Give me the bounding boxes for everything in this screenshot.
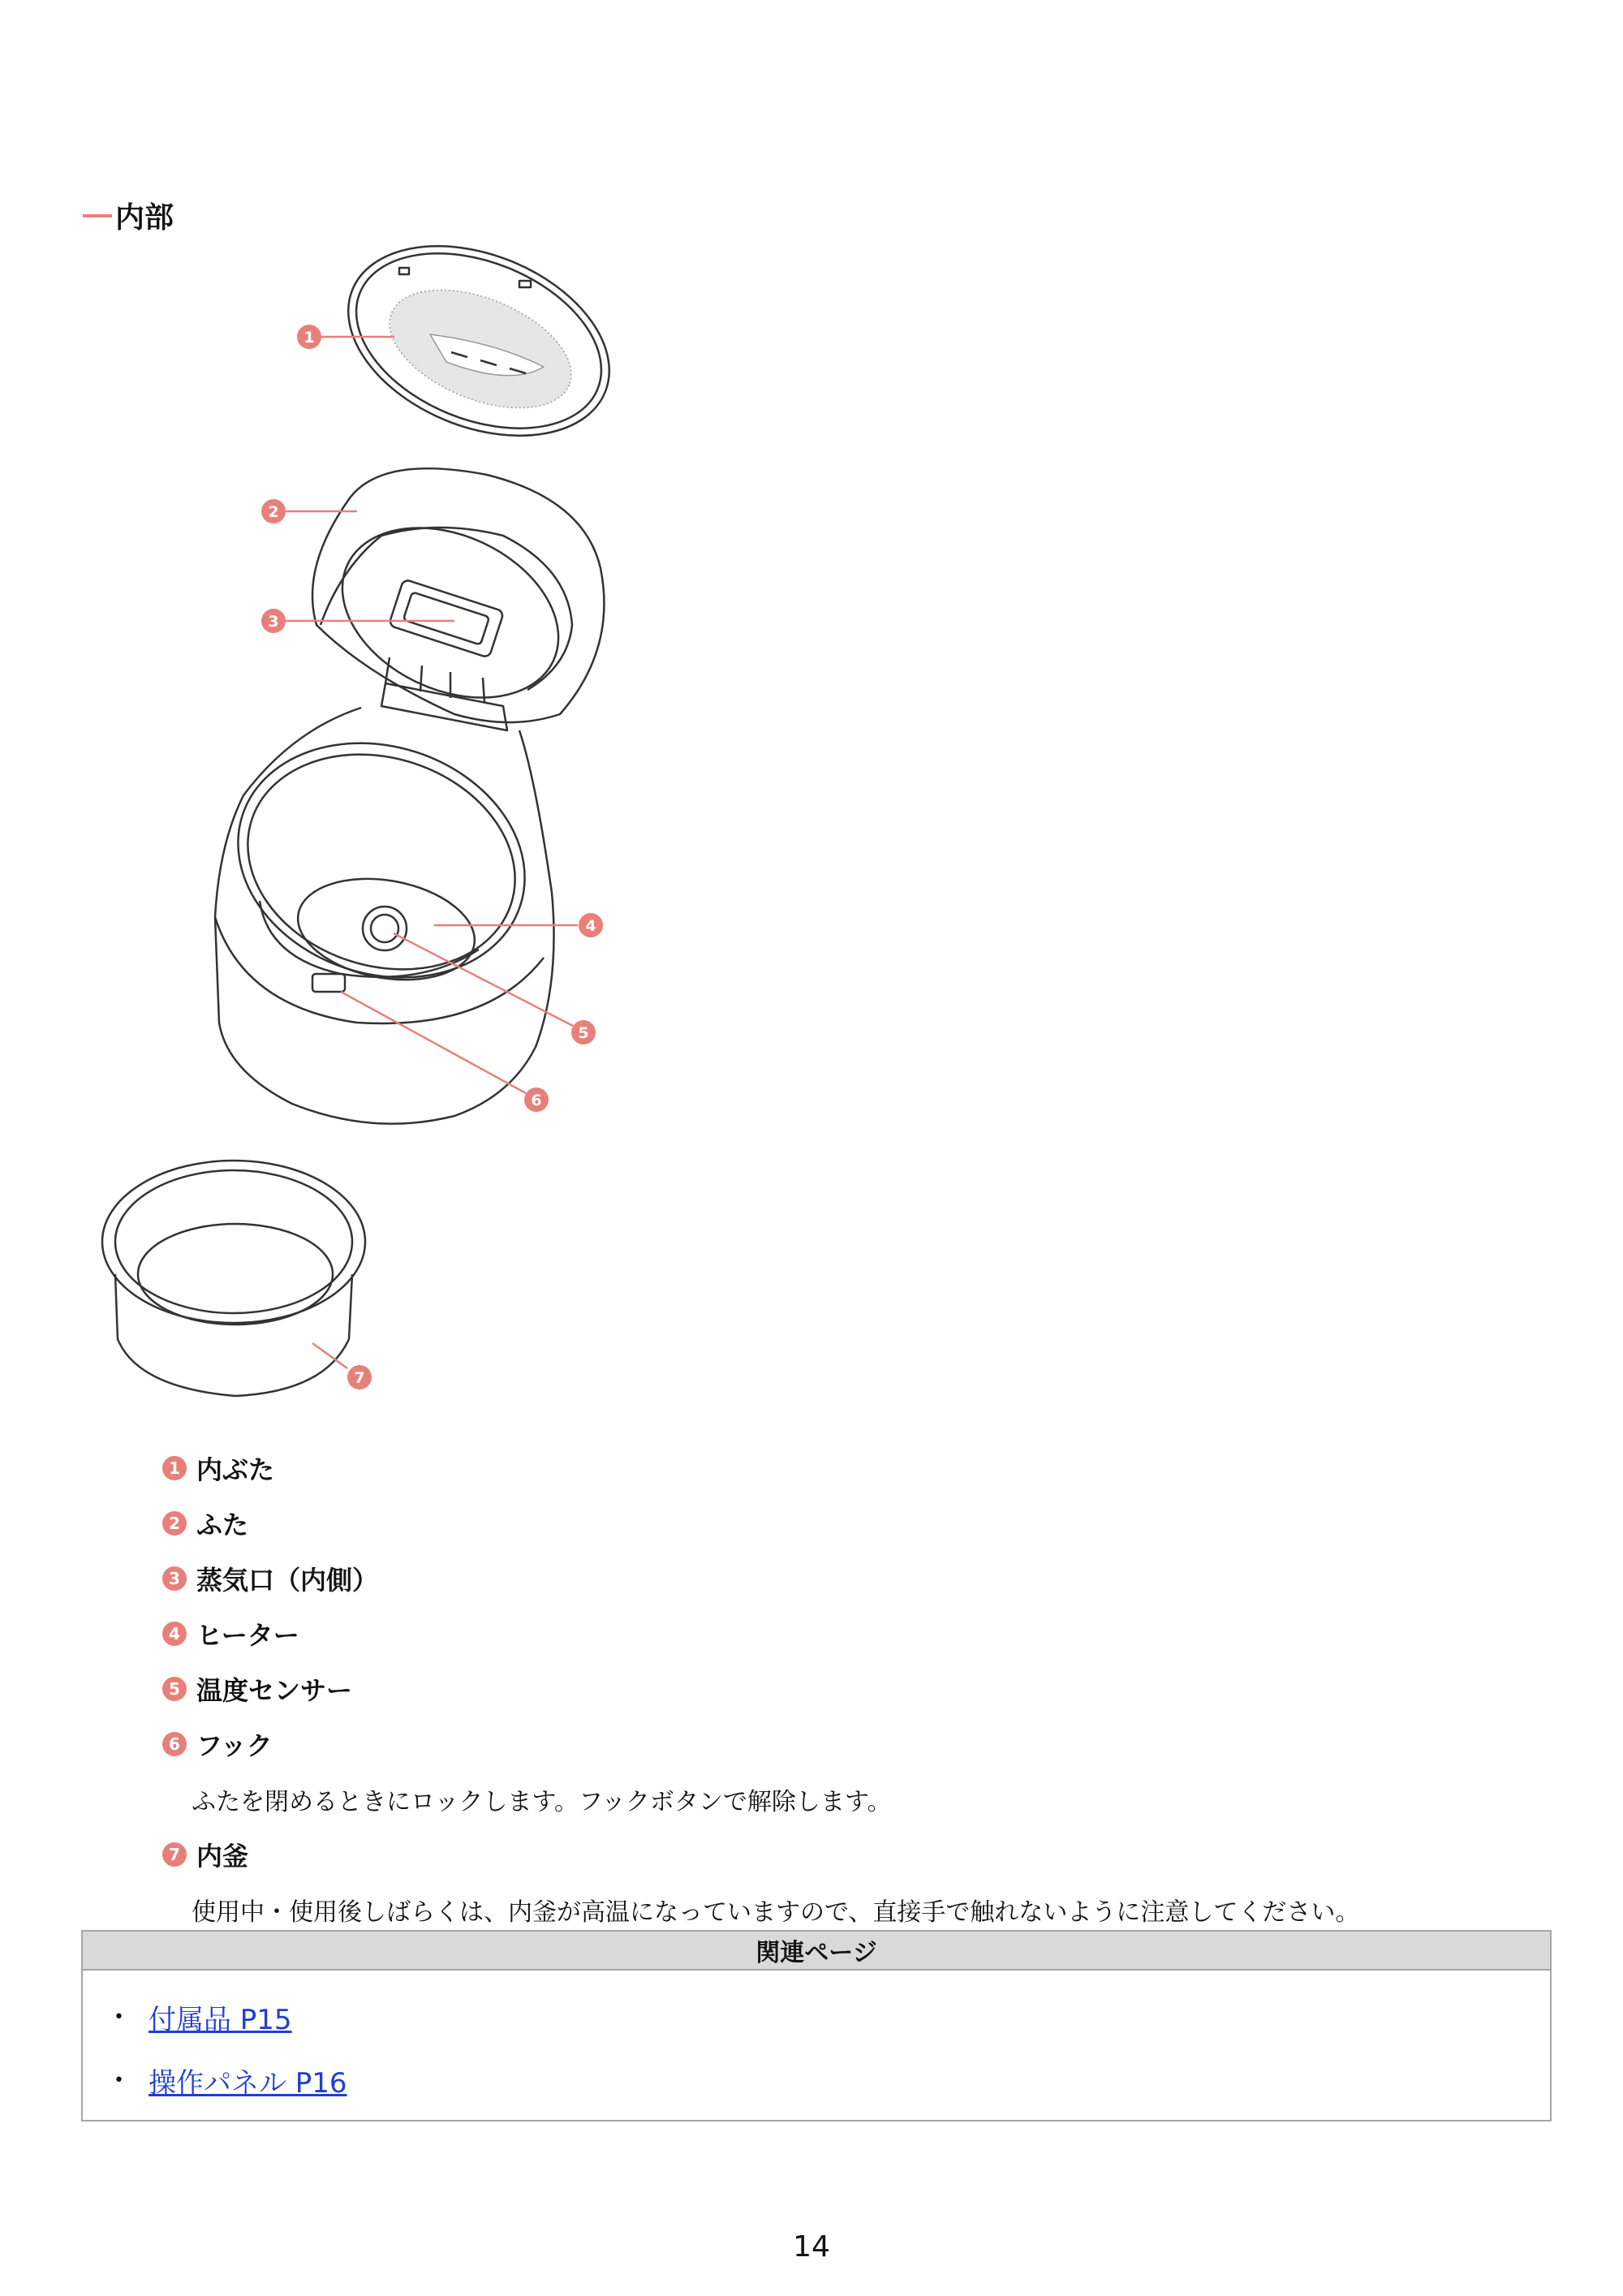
- callout-number-4: 4: [585, 917, 596, 935]
- part-number-badge: 4: [162, 1622, 187, 1646]
- part-item: [162, 1441, 1542, 1496]
- link-control-panel[interactable]: 操作パネル P16: [148, 2066, 347, 2100]
- callout-number-2: 2: [268, 503, 279, 521]
- page-number: 14: [793, 2230, 830, 2264]
- part-number-badge: 5: [162, 1677, 187, 1701]
- section-title-text: 内部: [115, 201, 174, 235]
- bullet-icon: •: [114, 2070, 124, 2091]
- callout-number-6: 6: [531, 1092, 542, 1109]
- part-name: フック: [196, 1730, 273, 1761]
- bullet-icon: •: [114, 2006, 124, 2027]
- part-name: ふた: [196, 1510, 249, 1540]
- related-links-list: [83, 1971, 1550, 2112]
- part-item: [162, 1496, 1542, 1551]
- part-number-badge: 2: [162, 1511, 187, 1536]
- related-pages-box: [81, 1930, 1552, 2122]
- list-item: [114, 1985, 1550, 2048]
- related-pages-header: 関連ページ: [83, 1932, 1550, 1971]
- part-item: [162, 1827, 1542, 1882]
- parts-list: [162, 1441, 1542, 1937]
- part-number-badge: 6: [162, 1732, 187, 1756]
- part-item: [162, 1551, 1542, 1606]
- part-name: 温度センサー: [196, 1675, 353, 1706]
- part-note: ふたを閉めるときにロックします。フックボタンで解除します。: [192, 1788, 892, 1816]
- part-name: 内釜: [196, 1841, 249, 1872]
- part-number-badge: 7: [162, 1842, 187, 1867]
- part-name: 内ぶた: [196, 1454, 275, 1485]
- inner-lid-illustration: [321, 210, 638, 472]
- callout-number-1: 1: [304, 329, 315, 347]
- callout-number-5: 5: [578, 1024, 589, 1042]
- part-item: [162, 1606, 1542, 1661]
- part-number-badge: 3: [162, 1566, 187, 1591]
- part-item: [162, 1661, 1542, 1717]
- body-illustration: [208, 707, 556, 1123]
- lid-illustration: [312, 468, 604, 730]
- part-note: 使用中・使用後しばらくは、内釜が高温になっていますので、直接手で触れないように注意してください。: [192, 1898, 1360, 1927]
- part-name: ヒーター: [196, 1620, 299, 1651]
- part-number-badge: 1: [162, 1456, 187, 1480]
- callout-number-7: 7: [354, 1369, 365, 1387]
- inner-pot-illustration: [102, 1161, 365, 1396]
- link-accessories[interactable]: 付属品 P15: [148, 2003, 292, 2036]
- part-item: [162, 1717, 1542, 1772]
- part-name: 蒸気口（内側）: [196, 1565, 379, 1596]
- list-item: [114, 2048, 1550, 2112]
- callout-number-3: 3: [268, 613, 279, 631]
- leader-line-6: [341, 992, 526, 1093]
